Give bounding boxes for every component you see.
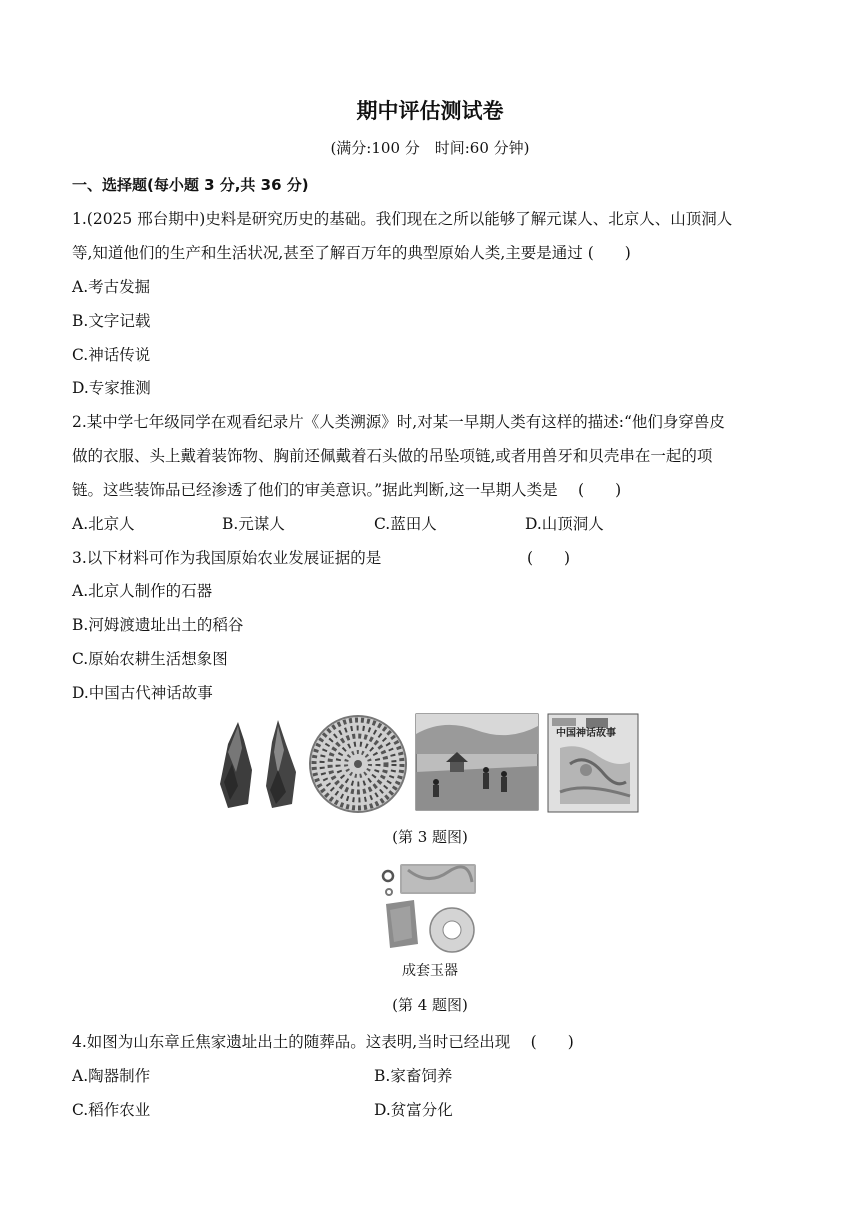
q1-option-d: D.专家推测 (72, 379, 151, 397)
q4-option-c: C.稻作农业 (72, 1101, 151, 1119)
jade-artifacts-image (383, 864, 476, 952)
myth-book-cover (548, 714, 638, 812)
q4-option-b: B.家畜饲养 (374, 1067, 453, 1085)
q1-option-b: B.文字记载 (72, 312, 151, 330)
q1-stem-line1: 1.(2025 邢台期中)史料是研究历史的基础。我们现在之所以能够了解元谋人、北京人、山顶洞人 (72, 210, 733, 228)
stone-tools-image (220, 720, 296, 808)
page-subtitle: (满分:100 分 时间:60 分钟) (330, 139, 530, 157)
q3-option-a: A.北京人制作的石器 (72, 582, 213, 600)
q1-stem-line2: 等,知道他们的生产和生活状况,甚至了解百万年的典型原始人类,主要是通过 ( ) (72, 244, 631, 262)
q3-figure-caption: (第 3 题图) (392, 828, 468, 846)
q4-image-label: 成套玉器 (402, 963, 458, 979)
q3-figure (214, 712, 642, 814)
q4-figure-caption: (第 4 题图) (392, 996, 468, 1014)
q1-option-a: A.考古发掘 (72, 278, 151, 296)
q2-option-c: C.蓝田人 (374, 515, 437, 533)
page-title: 期中评估测试卷 (356, 99, 504, 123)
section-heading: 一、选择题(每小题 3 分,共 36 分) (72, 176, 309, 194)
q3-answer-bracket: ( ) (527, 549, 571, 567)
q2-stem-line3: 链。这些装饰品已经渗透了他们的审美意识。”据此判断,这一早期人类是 ( ) (72, 481, 622, 499)
q4-option-d: D.贫富分化 (374, 1101, 453, 1119)
q4-figure (378, 860, 482, 960)
q3-stem: 3.以下材料可作为我国原始农业发展证据的是 (72, 549, 382, 567)
q2-option-a: A.北京人 (72, 515, 135, 533)
book-title-text: 中国神话故事 (556, 728, 616, 739)
q4-option-a: A.陶器制作 (72, 1067, 151, 1085)
farming-scene-image (416, 714, 538, 810)
q3-option-c: C.原始农耕生活想象图 (72, 650, 228, 668)
q3-option-b: B.河姆渡遗址出土的稻谷 (72, 616, 244, 634)
q2-stem-line2: 做的衣服、头上戴着装饰物、胸前还佩戴着石头做的吊坠项链,或者用兽牙和贝壳串在一起的项 (72, 447, 713, 465)
q2-option-b: B.元谋人 (222, 515, 285, 533)
q4-stem: 4.如图为山东章丘焦家遗址出土的随葬品。这表明,当时已经出现 ( ) (72, 1033, 574, 1051)
q2-stem-line1: 2.某中学七年级同学在观看纪录片《人类溯源》时,对某一早期人类有这样的描述:“他们身穿兽皮 (72, 413, 725, 431)
q3-option-d: D.中国古代神话故事 (72, 684, 213, 702)
rice-grains-image (310, 716, 406, 812)
q2-option-d: D.山顶洞人 (525, 515, 604, 533)
q1-option-c: C.神话传说 (72, 346, 151, 364)
